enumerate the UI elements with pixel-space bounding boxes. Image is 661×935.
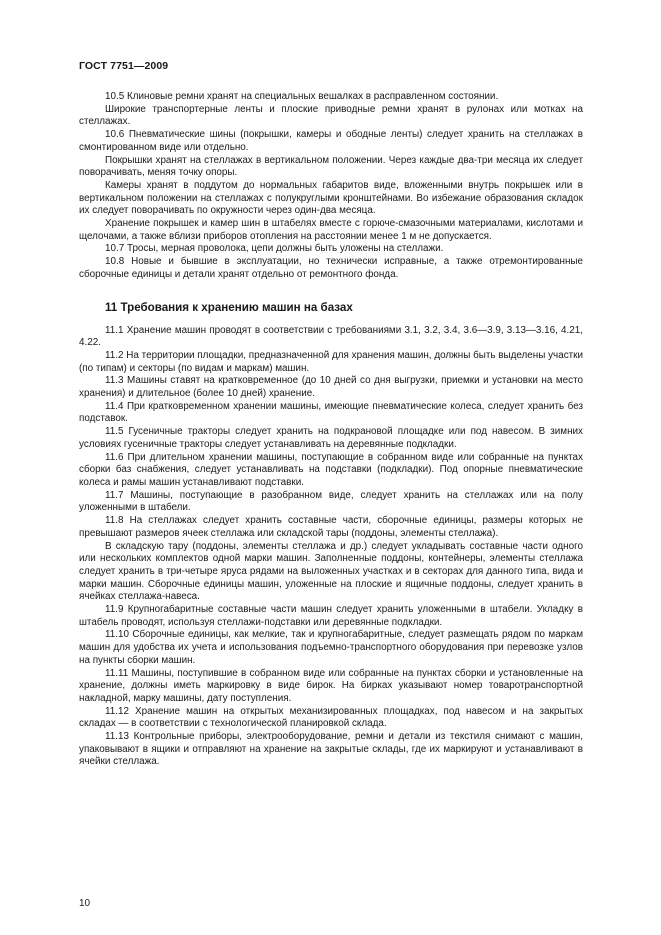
paragraph-11-5: 11.5 Гусеничные тракторы следует хранить на подкрановой площадке или под навесом. В зимних условиях гусеничные тракторы следует устанавливать на деревянные подкладки. [79,426,583,450]
paragraph-10-7: 10.7 Тросы, мерная проволока, цепи должны быть уложены на стеллажи. [105,243,444,255]
paragraph-11-6: 11.6 При длительном хранении машины, поступающие в собранном виде или собранные на пунктах сборки баз снабжения, следует устанавливать на подставки (подкладки). Под опорные пневматические колеса и рамы машин устанавливают подставки. [79,451,583,488]
document-header: ГОСТ 7751—2009 [79,60,169,72]
paragraph-tire-storage: Хранение покрышек и камер шин в штабелях вместе с горюче-смазочными материалами, кислотами и щелочами, а также вблизи приборов отопления на расстоянии менее 1 м не допускается. [79,218,583,242]
paragraph-11-12: 11.12 Хранение машин на открытых механизированных площадках, под навесом и на закрытых складах — в соответствии с технологической планировкой склада. [79,705,583,730]
page-number: 10 [79,898,91,909]
paragraph-container: В складскую тару (поддоны, элементы стеллажа и др.) следует укладывать составные части одного или нескольких комплектов одной марки машин. Заполненные поддоны, контейнеры, элементы стеллажа следует хранить в три-четыре яруса рядами на выложенных участках и в секторах для данного типа, вида и марки машин. Сборочные единицы машин, уложенные на плоские и ящичные поддоны, следует хранить в ячейках стеллажа-навеса. [79,540,583,603]
paragraph-tires: Покрышки хранят на стеллажах в вертикальном положении. Через каждые два-три месяца их следует поворачивать, меняя точку опоры. [79,154,583,179]
paragraph-10-8: 10.8 Новые и бывшие в эксплуатации, но технически исправные, а также отремонтированные сборочные единицы и детали хранят отдельно от ремонтного фонда. [79,256,583,280]
document-body [79,91,583,769]
paragraph-11-3: 11.3 Машины ставят на кратковременное (до 10 дней со дня выгрузки, приемки и установки на место хранения) и длительное (более 10 дней) хранение. [79,375,583,400]
paragraph-11-2: 11.2 На территории площадки, предназначенной для хранения машин, должны быть выделены участки (по типам) и секторы (по видам и маркам) машин. [79,349,583,374]
paragraph-11-4: 11.4 При кратковременном хранении машины, имеющие пневматические колеса, следует хранить без подставок. [79,400,583,425]
paragraph-10-5: 10.5 Клиновые ремни хранят на специальных вешалках в расправленном состоянии. [105,91,499,102]
paragraph-11-11: 11.11 Машины, поступившие в собранном виде или собранные на пунктах сборки и установленные на хранение, должны иметь маркировку в виде бирок. На бирках указывают номер товаротранспортной накладной, марку машины, дату поступления. [79,667,583,704]
paragraph-tubes: Камеры хранят в поддутом до нормальных габаритов виде, вложенными внутрь покрышек или в вертикальном положении на стеллажах с полукруглыми кронштейнами. Во избежание образования складок их следует поворачивать по окружности через один-два месяца. [79,179,583,217]
paragraph-11-8: 11.8 На стеллажах следует хранить составные части, сборочные единицы, размеры которых не превышают размеров ячеек стеллажа или складской тары (поддоны, элементы стеллажа). [79,515,583,539]
paragraph-10-6: 10.6 Пневматические шины (покрышки, камеры и ободные ленты) следует хранить на стеллажах в смонтированном виде или отдельно. [79,129,583,153]
section-title: 11 Требования к хранению машин на базах [105,300,353,314]
paragraph-11-1: 11.1 Хранение машин проводят в соответствии с требованиями 3.1, 3.2, 3.4, 3.6—3.9, 3.13—3.16, 4.21, 4.22. [79,324,583,349]
paragraph-11-7: 11.7 Машины, поступающие в разобранном виде, следует хранить на стеллажах или на полу уложенными в штабели. [79,489,583,514]
paragraph-11-10: 11.10 Сборочные единицы, как мелкие, так и крупногабаритные, следует размещать рядом по маркам машин для удобства их учета и использования подъемно-транспортного оборудования при перевозке узлов на пункты сборки машин. [79,629,583,666]
paragraph-11-9: 11.9 Крупногабаритные составные части машин следует хранить уложенными в штабели. Укладку в штабель проводят, используя стеллажи-подставки или деревянные подкладки. [79,604,583,628]
paragraph-belts: Широкие транспортерные ленты и плоские приводные ремни хранят в рулонах или мотках на стеллажах. [79,103,583,128]
paragraph-11-13: 11.13 Контрольные приборы, электрооборудование, ремни и детали из текстиля снимают с машин, упаковывают в ящики и отправляют на хранение на закрытые склады, где их маркируют и устанавливают в ячейки стеллажа. [79,731,583,768]
